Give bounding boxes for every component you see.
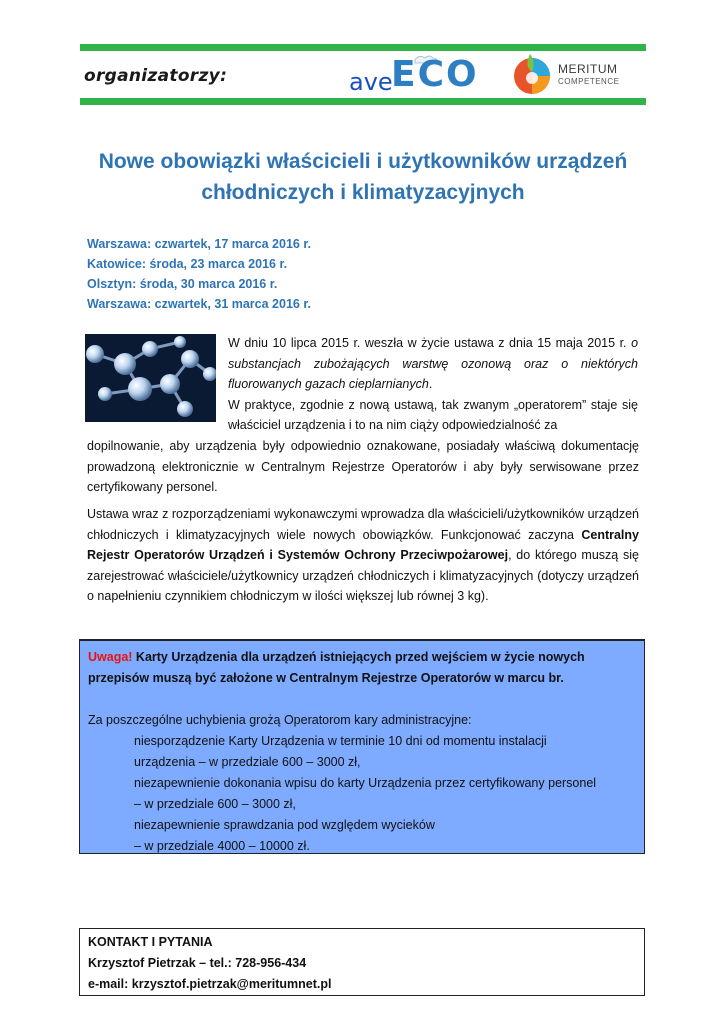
date-line: Warszawa: czwartek, 31 marca 2016 r.: [87, 297, 311, 311]
law-title: o substancjach zubożających warstwę ozonową oraz o niektórych fluorowanych gazach cieplarnianych: [228, 336, 639, 391]
page-title: [80, 146, 646, 208]
warning-heading-text: Karty Urządzenia dla urządzeń istniejących przed wejściem w życie nowych przepisów muszą być założone w Centralnym Rejestrze Operatorów w marcu br.: [88, 650, 585, 685]
contact-person: Krzysztof Pietrzak – tel.: 728-956-434: [88, 956, 307, 970]
contact-box: [79, 928, 645, 996]
registry-name: Centralny Rejestr Operatorów Urządzeń i Systemów Ochrony Przeciwpożarowej: [87, 527, 639, 562]
registry-text-after: , do którego muszą się zarejestrować właściciele/użytkownicy urządzeń chłodniczych i klimatyzacyjnych (dotyczy urządzeń o napełnieniu czynnikiem chłodniczym w ilości większej lub równej 3 kg).: [87, 548, 639, 603]
penalty-item: niezapewnienie dokonania wpisu do karty Urządzenia przez certyfikowany personel: [134, 776, 597, 790]
intro-period: .: [428, 377, 433, 391]
title-line-2: chłodniczych i klimatyzacyjnych: [201, 181, 525, 204]
intro-text: W dniu 10 lipca 2015 r. weszła w życie ustawa z dnia 15 maja 2015 r.: [228, 336, 627, 350]
title-line-1: Nowe obowiązki właścicieli i użytkowników urządzeń: [98, 150, 628, 173]
registry-paragraph: [87, 504, 639, 607]
molecule-image: [85, 334, 216, 422]
penalty-item: niesporządzenie Karty Urządzenia w terminie 10 dni od momentu instalacji: [134, 734, 547, 748]
date-line: Warszawa: czwartek, 17 marca 2016 r.: [87, 237, 311, 251]
aveeco-logo: [345, 54, 479, 96]
warning-box: [79, 639, 645, 854]
aveeco-ave-text: ave: [349, 68, 393, 96]
registry-text-before: Ustawa wraz z rozporządzeniami wykonawczymi wprowadza dla właścicieli/użytkowników urządzeń chłodniczych i klimatyzacyjnych wiele nowych obowiązków. Funkcjonować zaczyna: [87, 507, 639, 542]
penalty-item: – w przedziale 4000 – 10000 zł.: [134, 839, 310, 853]
event-dates: [87, 234, 311, 314]
contact-heading: KONTAKT I PYTANIA: [88, 935, 213, 949]
meritum-emblem-icon: [512, 52, 552, 96]
penalty-item: – w przedziale 600 – 3000 zł,: [134, 797, 296, 811]
meritum-name: MERITUM: [558, 62, 618, 76]
intro-continuation: dopilnowanie, aby urządzenia były odpowiednio oznakowane, posiadały właściwą dokumentację prowadzoną elektronicznie w Centralnym Rejestrze Operatorów i aby były serwisowane przez certyfikowany personel.: [87, 439, 639, 494]
aveeco-eco-text: ECO: [391, 54, 479, 95]
penalty-item: urządzenia – w przedziale 600 – 3000 zł,: [134, 755, 361, 769]
date-line: Katowice: środa, 23 marca 2016 r.: [87, 257, 288, 271]
warning-label: Uwaga!: [88, 650, 133, 664]
intro-paragraph: [228, 333, 638, 436]
header-bottom-bar: [80, 98, 646, 105]
meritum-logo: [512, 50, 642, 98]
penalty-item: niezapewnienie sprawdzania pod względem wycieków: [134, 818, 435, 832]
intro-practice-text: W praktyce, zgodnie z nową ustawą, tak zwanym „operatorem” staje się właściciel urządzenia i to na nim ciąży odpowiedzialność za: [228, 397, 638, 432]
warning-heading: [88, 647, 636, 689]
organizers-label: organizatorzy:: [84, 66, 228, 86]
penalties-intro: Za poszczególne uchybienia grożą Operatorom kary administracyjne:: [88, 713, 472, 727]
contact-email[interactable]: e-mail: krzysztof.pietrzak@meritumnet.pl: [88, 977, 332, 991]
meritum-subtitle: COMPETENCE: [558, 77, 620, 86]
date-line: Olsztyn: środa, 30 marca 2016 r.: [87, 277, 278, 291]
